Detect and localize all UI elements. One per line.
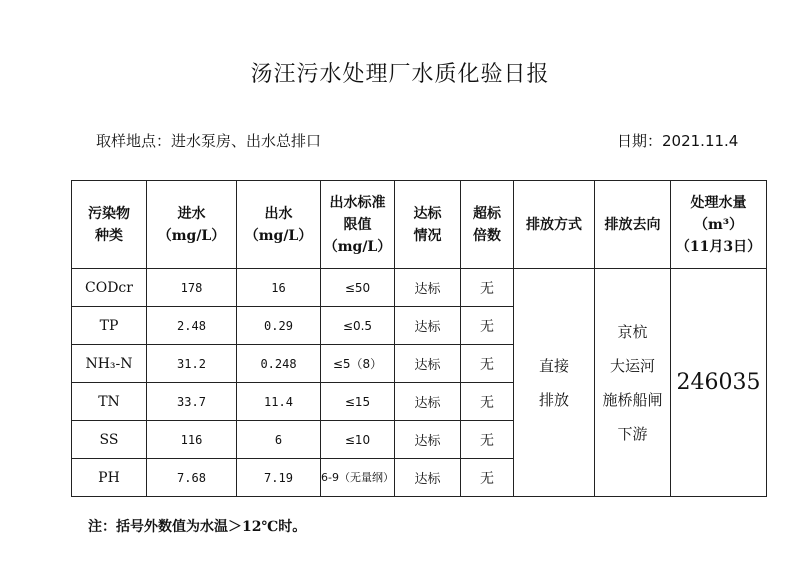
effluent-cell: 11.4 xyxy=(237,383,321,421)
header-influent-line1: 进水 xyxy=(177,205,206,222)
pollutant-cell: PH xyxy=(72,459,147,497)
footnote: 注：括号外数值为水温＞12℃时。 xyxy=(88,519,307,535)
influent-cell: 33.7 xyxy=(147,383,237,421)
pollutant-cell: TP xyxy=(72,307,147,345)
discharge-destination-cell xyxy=(595,269,671,497)
compliance-cell: 达标 xyxy=(395,459,461,497)
effluent-cell: 7.19 xyxy=(237,459,321,497)
standard-cell: ≤15 xyxy=(321,383,395,421)
pollutant-cell: NH₃-N xyxy=(72,345,147,383)
header-influent-line2: （mg/L） xyxy=(157,227,226,244)
discharge-method-line2: 排放 xyxy=(538,390,569,409)
header-standard-line2: 限值 xyxy=(343,216,372,233)
header-pollutant-line2: 种类 xyxy=(95,227,123,244)
exceed-cell: 无 xyxy=(461,307,514,345)
water-quality-table xyxy=(71,180,767,497)
influent-cell: 178 xyxy=(147,269,237,307)
exceed-cell: 无 xyxy=(461,383,514,421)
header-exceed-line2: 倍数 xyxy=(473,227,501,244)
compliance-cell: 达标 xyxy=(395,421,461,459)
header-standard-line3: （mg/L） xyxy=(323,238,392,255)
standard-cell: ≤0.5 xyxy=(321,307,395,345)
header-volume-line1: 处理水量 xyxy=(690,194,747,211)
exceed-cell: 无 xyxy=(461,269,514,307)
discharge-destination-line4: 下游 xyxy=(617,424,648,443)
standard-cell: 6-9（无量纲） xyxy=(321,459,395,497)
exceed-cell: 无 xyxy=(461,345,514,383)
discharge-method-line1: 直接 xyxy=(538,356,569,375)
sampling-location: 取样地点：进水泵房、出水总排口 xyxy=(96,132,322,150)
discharge-destination-line3: 施桥船闸 xyxy=(602,390,663,409)
header-compliance xyxy=(395,181,461,269)
exceed-cell: 无 xyxy=(461,459,514,497)
compliance-cell: 达标 xyxy=(395,345,461,383)
influent-cell: 31.2 xyxy=(147,345,237,383)
exceed-cell: 无 xyxy=(461,421,514,459)
header-influent xyxy=(147,181,237,269)
volume-cell: 246035 xyxy=(671,269,767,497)
header-effluent-line2: （mg/L） xyxy=(244,227,313,244)
influent-cell: 116 xyxy=(147,421,237,459)
effluent-cell: 6 xyxy=(237,421,321,459)
pollutant-cell: TN xyxy=(72,383,147,421)
influent-cell: 2.48 xyxy=(147,307,237,345)
header-effluent-line1: 出水 xyxy=(264,205,293,222)
header-discharge-method: 排放方式 xyxy=(514,181,595,269)
effluent-cell: 0.29 xyxy=(237,307,321,345)
header-pollutant-line1: 污染物 xyxy=(88,205,130,222)
compliance-cell: 达标 xyxy=(395,383,461,421)
compliance-cell: 达标 xyxy=(395,269,461,307)
standard-cell: ≤50 xyxy=(321,269,395,307)
influent-cell: 7.68 xyxy=(147,459,237,497)
report-date: 日期：2021.11.4 xyxy=(617,132,739,150)
header-compliance-line1: 达标 xyxy=(413,205,442,222)
header-volume xyxy=(671,181,767,269)
pollutant-cell: SS xyxy=(72,421,147,459)
header-row xyxy=(72,181,767,269)
pollutant-cell: CODcr xyxy=(72,269,147,307)
effluent-cell: 16 xyxy=(237,269,321,307)
header-standard-line1: 出水标准 xyxy=(329,194,386,211)
effluent-cell: 0.248 xyxy=(237,345,321,383)
header-pollutant xyxy=(72,181,147,269)
header-volume-line3: （11月3日） xyxy=(675,238,762,255)
header-volume-line2: （m³） xyxy=(694,216,743,233)
header-effluent xyxy=(237,181,321,269)
header-discharge-destination: 排放去向 xyxy=(595,181,671,269)
header-standard xyxy=(321,181,395,269)
table-row xyxy=(72,269,767,307)
compliance-cell: 达标 xyxy=(395,307,461,345)
discharge-destination-line1: 京杭 xyxy=(617,322,648,341)
header-exceed xyxy=(461,181,514,269)
report-title: 汤汪污水处理厂水质化验日报 xyxy=(250,62,550,87)
header-exceed-line1: 超标 xyxy=(473,205,501,222)
discharge-method-cell xyxy=(514,269,595,497)
discharge-destination-line2: 大运河 xyxy=(609,356,655,375)
standard-cell: ≤10 xyxy=(321,421,395,459)
header-compliance-line2: 情况 xyxy=(413,227,442,244)
standard-cell: ≤5（8） xyxy=(321,345,395,383)
